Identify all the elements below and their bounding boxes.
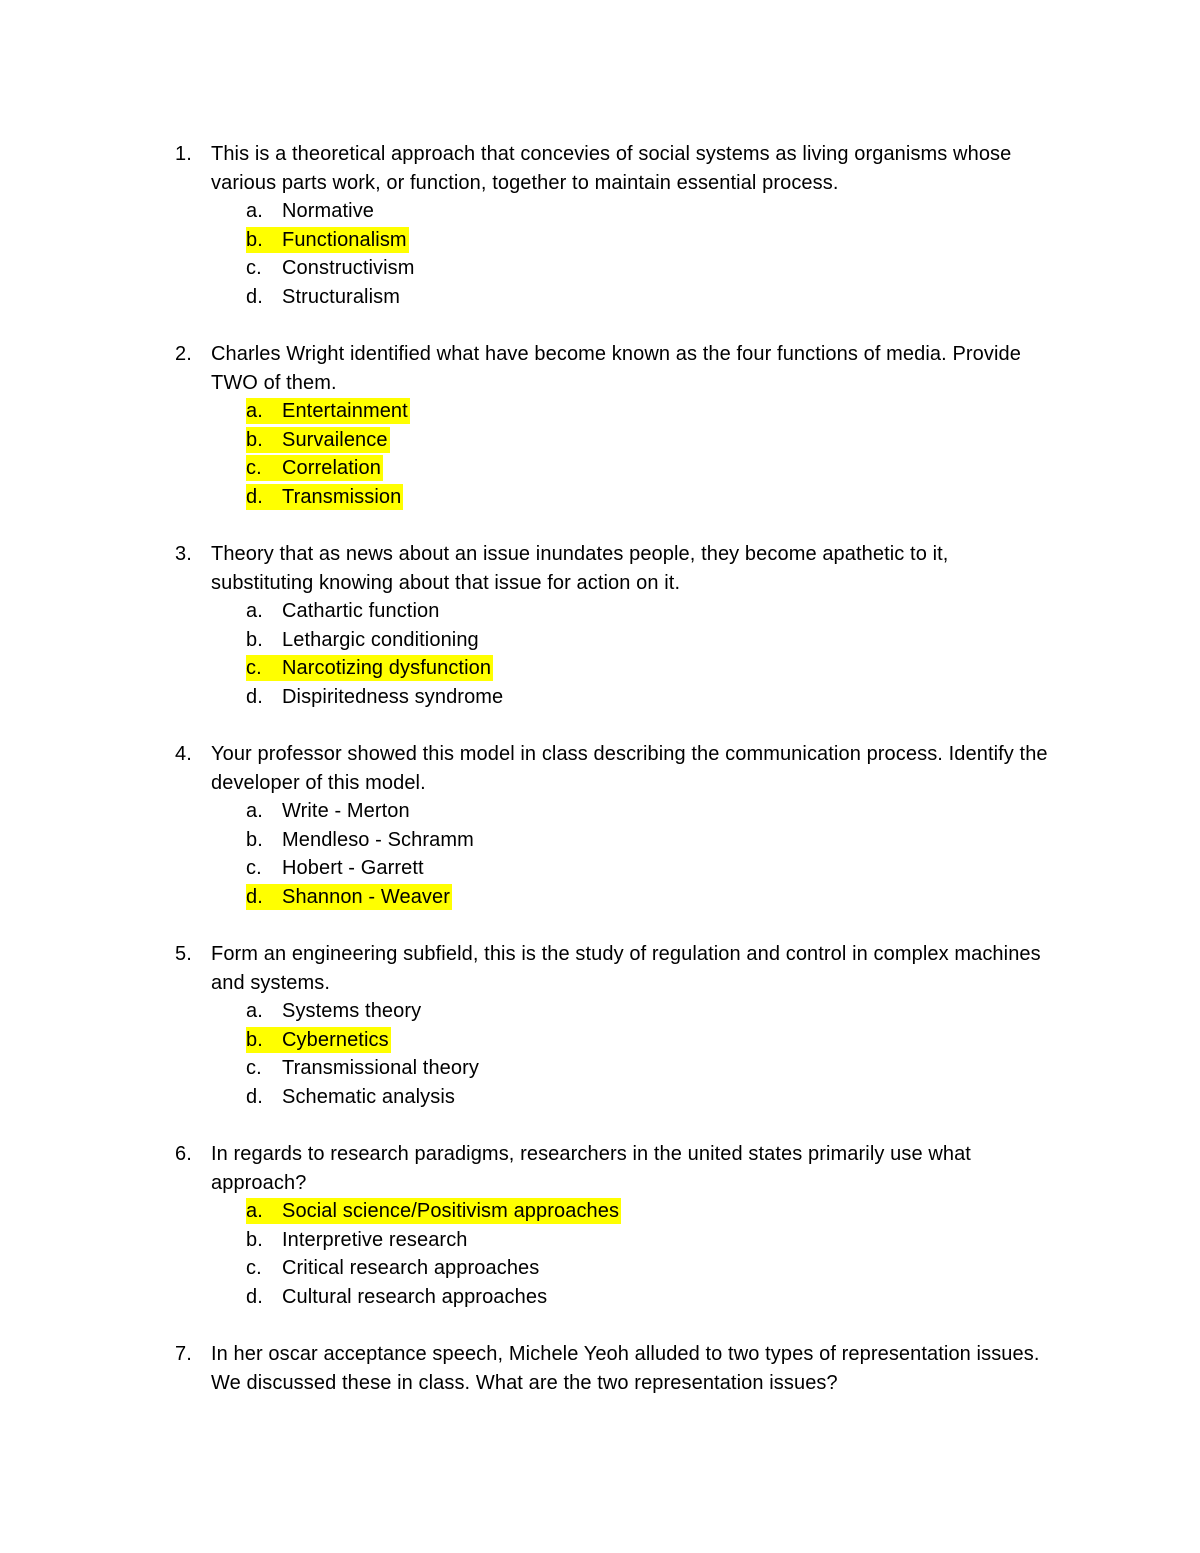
option-text: Dispiritedness syndrome [282,685,504,708]
answer-option-b [0,626,1200,655]
option-letter: b. [246,628,263,651]
answer-options [0,397,1200,511]
question-1 [0,140,1200,311]
option-text: Correlation [282,457,381,479]
question-3 [0,540,1200,711]
answer-option-d [0,283,1200,312]
question-number: 5. [175,943,192,965]
answer-option-a [0,797,1200,826]
answer-option-c [0,1254,1200,1283]
option-text: Structuralism [282,285,400,308]
answer-option-a [0,197,1200,226]
question-4 [0,740,1200,911]
answer-option-d [0,883,1200,912]
option-text: Systems theory [282,1000,422,1022]
option-letter: c. [246,457,262,479]
answer-options [0,597,1200,711]
option-text: Transmissional theory [282,1057,479,1079]
option-text: Schematic analysis [282,1085,455,1108]
answer-option-a [0,1197,1200,1226]
question-text: Theory that as news about an issue inundates people, they become apathetic to it, substituting knowing about that issue for action on it. [211,543,949,594]
question-number: 1. [175,143,192,165]
answer-option-a [0,597,1200,626]
option-letter: b. [246,1028,263,1051]
option-letter: c. [246,1257,262,1279]
question-5 [0,940,1200,1111]
option-text: Constructivism [282,257,415,279]
option-letter: a. [246,1000,263,1022]
question-stem [0,1340,1200,1397]
question-7 [0,1340,1200,1397]
option-text: Critical research approaches [282,1257,540,1279]
option-text: Cultural research approaches [282,1285,548,1308]
answer-options [0,997,1200,1111]
question-6 [0,1140,1200,1311]
option-letter: d. [246,685,263,708]
option-letter: a. [246,200,263,222]
option-letter: b. [246,828,263,851]
option-letter: c. [246,1057,262,1079]
question-stem [0,940,1200,997]
question-stem [0,540,1200,597]
answer-option-c [0,454,1200,483]
option-text: Social science/Positivism approaches [282,1200,620,1222]
option-text: Cybernetics [282,1028,389,1051]
answer-option-b [0,826,1200,855]
question-number: 6. [175,1143,192,1165]
question-stem [0,1140,1200,1197]
option-text: Mendleso - Schramm [282,828,474,851]
option-text: Normative [282,200,375,222]
answer-option-b [0,1026,1200,1055]
option-letter: a. [246,400,263,422]
question-stem [0,740,1200,797]
document-page [0,140,1200,1426]
question-number: 7. [175,1343,192,1365]
option-letter: d. [246,485,263,508]
option-text: Functionalism [282,228,407,251]
question-text: Form an engineering subfield, this is the study of regulation and control in complex machines and systems. [211,943,1041,994]
option-text: Survailence [282,428,388,451]
answer-option-b [0,426,1200,455]
option-letter: b. [246,228,263,251]
option-letter: d. [246,285,263,308]
question-stem [0,340,1200,397]
answer-options [0,797,1200,911]
answer-option-d [0,1283,1200,1312]
answer-options [0,1197,1200,1311]
option-text: Transmission [282,485,402,508]
question-text: In her oscar acceptance speech, Michele Yeoh alluded to two types of representation issues. We discussed these in class. What are the two representation issues? [211,1343,1040,1394]
answer-options [0,197,1200,311]
question-number: 4. [175,743,192,765]
option-text: Write - Merton [282,800,410,822]
option-text: Narcotizing dysfunction [282,657,492,679]
answer-option-d [0,683,1200,712]
option-letter: d. [246,885,263,908]
question-text: This is a theoretical approach that concevies of social systems as living organisms whose various parts work, or function, together to maintain essential process. [211,143,1012,194]
option-letter: b. [246,1228,263,1251]
question-stem [0,140,1200,197]
answer-option-c [0,1054,1200,1083]
option-letter: c. [246,257,262,279]
answer-option-a [0,997,1200,1026]
option-text: Cathartic function [282,600,440,622]
answer-option-c [0,254,1200,283]
option-letter: c. [246,857,262,879]
question-2 [0,340,1200,511]
option-text: Shannon - Weaver [282,885,450,908]
answer-option-d [0,483,1200,512]
option-text: Entertainment [282,400,408,422]
question-number: 3. [175,543,192,565]
option-text: Hobert - Garrett [282,857,424,879]
option-letter: a. [246,800,263,822]
option-letter: c. [246,657,262,679]
answer-option-b [0,1226,1200,1255]
option-letter: b. [246,428,263,451]
question-text: In regards to research paradigms, researchers in the united states primarily use what approach? [211,1143,971,1194]
answer-option-c [0,654,1200,683]
option-letter: a. [246,1200,263,1222]
answer-option-d [0,1083,1200,1112]
option-letter: a. [246,600,263,622]
answer-option-c [0,854,1200,883]
option-letter: d. [246,1285,263,1308]
answer-option-b [0,226,1200,255]
option-text: Interpretive research [282,1228,468,1251]
question-text: Your professor showed this model in class describing the communication process. Identify the developer of this model. [211,743,1048,794]
option-letter: d. [246,1085,263,1108]
option-text: Lethargic conditioning [282,628,479,651]
answer-option-a [0,397,1200,426]
question-text: Charles Wright identified what have become known as the four functions of media. Provide TWO of them. [211,343,1021,394]
question-number: 2. [175,343,192,365]
